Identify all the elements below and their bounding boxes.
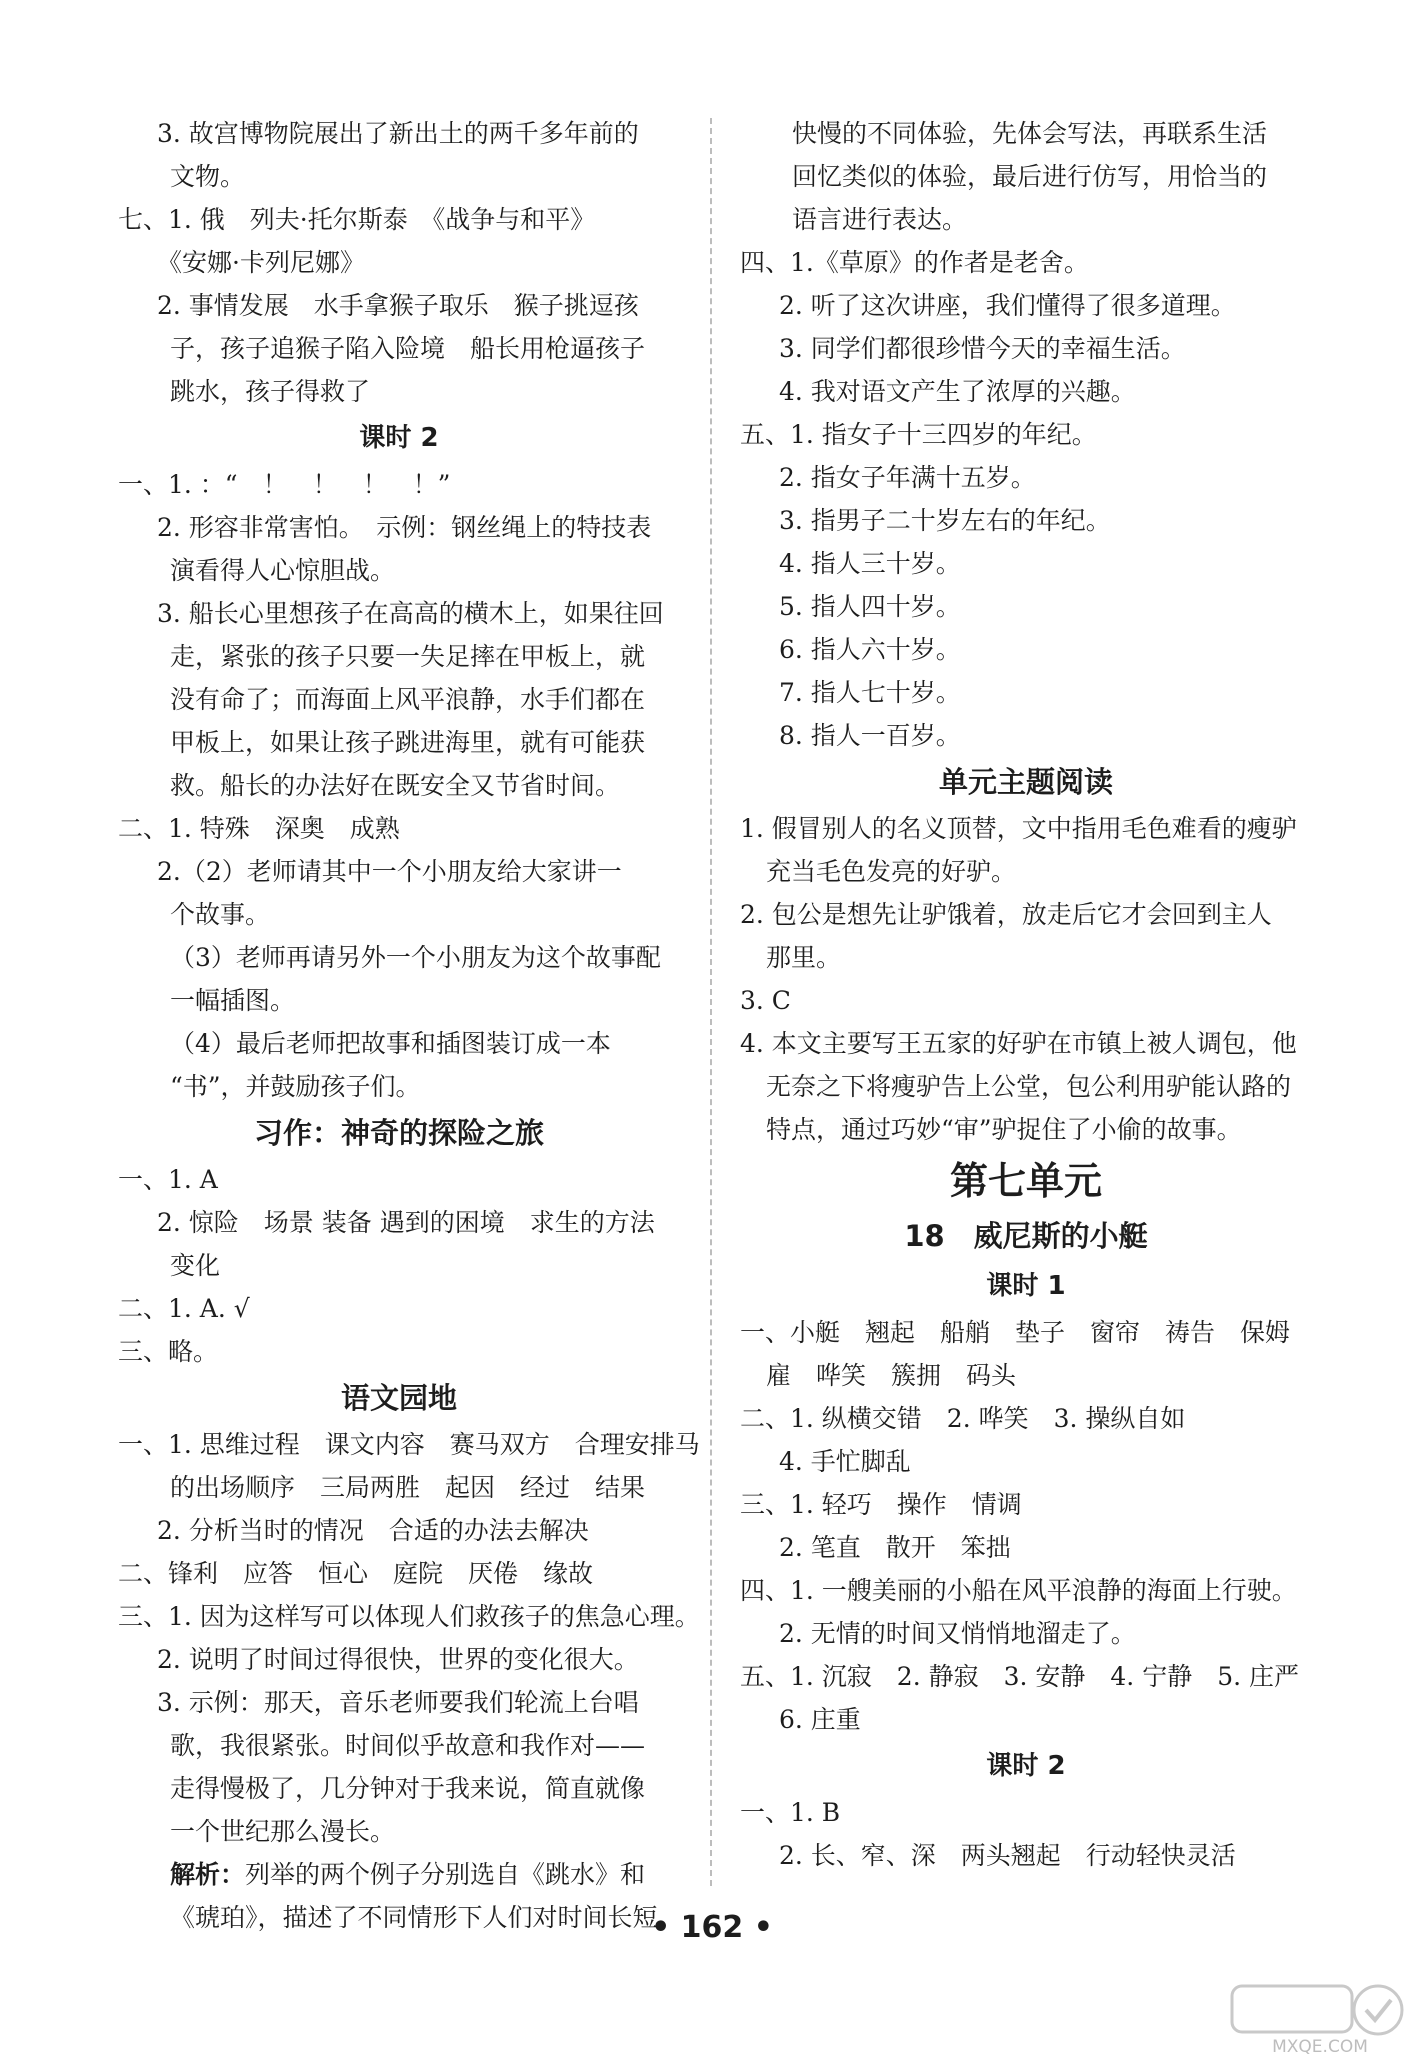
answer-line <box>118 284 680 327</box>
answer-text: 2. 分析当时的情况 合适的办法去解决 <box>157 1516 589 1545</box>
answer-line <box>118 1595 700 1638</box>
answer-text: 一幅插图。 <box>170 986 296 1015</box>
answer-line <box>740 1655 1312 1698</box>
answer-text: 3. C <box>740 986 791 1015</box>
answer-text: 2. 形容非常害怕。 示例：钢丝绳上的特技表 <box>157 513 652 542</box>
answer-line <box>118 1065 680 1108</box>
answer-line <box>118 979 680 1022</box>
answer-line <box>740 112 1312 155</box>
answer-text: 3. 示例：那天，音乐老师要我们轮流上台唱 <box>157 1688 639 1717</box>
answer-line <box>740 413 1312 456</box>
answer-line <box>740 1354 1312 1397</box>
answer-line <box>118 241 680 284</box>
answer-line <box>118 506 680 549</box>
answer-line <box>740 850 1312 893</box>
answer-text: 列举的两个例子分别选自《跳水》和 <box>245 1860 646 1889</box>
answer-text: 文物。 <box>170 162 246 191</box>
answer-text: 三、1. 轻巧 操作 情调 <box>740 1490 1022 1519</box>
answer-line <box>118 1681 680 1724</box>
answer-line <box>118 463 680 506</box>
answer-line <box>118 1022 680 1065</box>
answer-text: 二、锋利 应答 恒心 庭院 厌倦 缘故 <box>118 1559 594 1588</box>
answer-line <box>118 850 680 893</box>
answer-text: 走得慢极了，几分钟对于我来说，简直就像 <box>170 1774 646 1803</box>
answer-text: 6. 指人六十岁。 <box>779 635 961 664</box>
answer-text: 救。船长的办法好在既安全又节省时间。 <box>170 771 621 800</box>
answer-line <box>740 1569 1312 1612</box>
answer-line <box>118 635 680 678</box>
section-heading: 课时 2 <box>359 423 439 453</box>
answer-line <box>740 1526 1312 1569</box>
answer-line <box>740 1065 1312 1108</box>
answer-text: （3）老师再请另外一个小朋友为这个故事配 <box>170 943 661 972</box>
answer-text: 4. 我对语文产生了浓厚的兴趣。 <box>779 377 1136 406</box>
answer-line <box>740 1483 1312 1526</box>
svg-text:MXQE.COM: MXQE.COM <box>1272 2037 1368 2056</box>
answer-line <box>118 936 680 979</box>
answer-line <box>118 592 680 635</box>
answer-text: 1. 假冒别人的名义顶替，文中指用毛色难看的瘦驴 <box>740 814 1297 843</box>
answer-text: 变化 <box>170 1251 221 1280</box>
answer-line <box>740 1791 1312 1834</box>
answer-text: 语言进行表达。 <box>792 205 968 234</box>
answer-line <box>740 585 1312 628</box>
section-heading: 课时 2 <box>986 1751 1066 1781</box>
answer-line <box>118 1423 700 1466</box>
answer-line <box>118 327 680 370</box>
answer-text: 2.（2）老师请其中一个小朋友给大家讲一 <box>157 857 622 886</box>
answer-text: 7. 指人七十岁。 <box>779 678 961 707</box>
answer-line <box>118 1466 680 1509</box>
answer-text: 个故事。 <box>170 900 271 929</box>
answer-line <box>740 284 1312 327</box>
answer-text: 《琥珀》，描述了不同情形下人们对时间长短、 <box>170 1903 683 1932</box>
answer-text: 特点，通过巧妙“审”驴捉住了小偷的故事。 <box>766 1115 1242 1144</box>
answer-text: 三、略。 <box>118 1337 219 1366</box>
answer-line <box>740 893 1312 936</box>
answer-text: 二、1. 纵横交错 2. 哗笑 3. 操纵自如 <box>740 1404 1186 1433</box>
answer-text: 2. 惊险 场景 装备 遇到的困境 求生的方法 <box>157 1208 655 1237</box>
section-heading: 第七单元 <box>949 1159 1102 1203</box>
answer-text: 那里。 <box>766 943 842 972</box>
answer-line <box>118 893 680 936</box>
answer-text: 跳水，孩子得救了 <box>170 377 371 406</box>
answer-line <box>740 1834 1312 1877</box>
answer-line <box>118 764 680 807</box>
answer-line <box>740 1397 1312 1440</box>
answer-line <box>740 1311 1312 1354</box>
answer-text: 的出场顺序 三局两胜 起因 经过 结果 <box>170 1473 646 1502</box>
answer-line <box>740 807 1312 850</box>
answer-line <box>740 936 1312 979</box>
column-divider <box>710 118 712 1886</box>
answer-line <box>740 456 1312 499</box>
answer-text: 2. 无情的时间又悄悄地溜走了。 <box>779 1619 1136 1648</box>
answer-line <box>118 1724 680 1767</box>
answer-text: 2. 笔直 散开 笨拙 <box>779 1533 1011 1562</box>
answer-text: 一、1. B <box>740 1798 841 1827</box>
left-column <box>118 112 700 1939</box>
answer-line <box>118 198 680 241</box>
answer-text: 四、1.《草原》的作者是老舍。 <box>740 248 1089 277</box>
answer-text: 3. 故宫博物院展出了新出土的两千多年前的 <box>157 119 639 148</box>
answer-text: 3. 船长心里想孩子在高高的横木上，如果往回 <box>157 599 664 628</box>
answer-line <box>118 1767 680 1810</box>
answer-text: 回忆类似的体验，最后进行仿写，用恰当的 <box>792 162 1268 191</box>
answer-text: “书”，并鼓励孩子们。 <box>170 1072 421 1101</box>
answer-text: 4. 指人三十岁。 <box>779 549 961 578</box>
answer-text: 4. 本文主要写王五家的好驴在市镇上被人调包，他 <box>740 1029 1297 1058</box>
answer-text: 甲板上，如果让孩子跳进海里，就有可能获 <box>170 728 646 757</box>
answer-text: 一、小艇 翘起 船艄 垫子 窗帘 祷告 保姆 <box>740 1318 1291 1347</box>
answer-line <box>118 1638 680 1681</box>
section-heading: 语文园地 <box>340 1381 457 1415</box>
answer-text: 歌，我很紧张。时间似乎故意和我作对—— <box>170 1731 646 1760</box>
answer-line <box>740 1698 1312 1741</box>
answer-text: 8. 指人一百岁。 <box>779 721 961 750</box>
answer-text: 演看得人心惊胆战。 <box>170 556 396 585</box>
answer-text: 没有命了；而海面上风平浪静，水手们都在 <box>170 685 646 714</box>
answer-text: 无奈之下将瘦驴告上公堂，包公利用驴能认路的 <box>766 1072 1292 1101</box>
answer-text: 快慢的不同体验，先体会写法，再联系生活 <box>792 119 1268 148</box>
answer-line <box>740 542 1312 585</box>
answer-text: 四、1. 一艘美丽的小船在风平浪静的海面上行驶。 <box>740 1576 1297 1605</box>
section-heading: 单元主题阅读 <box>938 765 1113 799</box>
right-column <box>740 112 1312 1877</box>
answer-line <box>118 807 680 850</box>
answer-line <box>740 714 1312 757</box>
answer-line <box>118 1552 680 1595</box>
answer-line <box>740 671 1312 714</box>
answer-text: 一个世纪那么漫长。 <box>170 1817 396 1846</box>
answer-line <box>740 628 1312 671</box>
section-heading: 18 威尼斯的小艇 <box>904 1219 1148 1253</box>
answer-line <box>118 678 680 721</box>
answer-line <box>740 1612 1312 1655</box>
answer-text: 三、1. 因为这样写可以体现人们救孩子的焦急心理。 <box>118 1602 700 1631</box>
answer-line <box>118 1201 680 1244</box>
answer-line <box>740 1440 1312 1483</box>
answer-text: 雇 哗笑 簇拥 码头 <box>766 1361 1017 1390</box>
page-number: • 162 • <box>651 1910 773 1945</box>
answer-line <box>118 1287 680 1330</box>
answer-line <box>118 721 680 764</box>
answer-text: 一、1. A <box>118 1165 218 1194</box>
answer-line <box>118 1810 680 1853</box>
answer-line <box>118 1158 680 1201</box>
answer-text: 七、1. 俄 列夫·托尔斯泰 《战争与和平》 <box>118 205 596 234</box>
answer-line <box>118 1853 680 1896</box>
section-heading: 课时 1 <box>986 1271 1066 1301</box>
watermark-logo <box>1230 1980 1410 2056</box>
answer-line <box>740 198 1312 241</box>
answer-text: 一、1. ：“ ！ ！ ！ ！” <box>118 470 451 499</box>
answer-line <box>118 1330 680 1373</box>
answer-text: 5. 指人四十岁。 <box>779 592 961 621</box>
answer-text: 3. 同学们都很珍惜今天的幸福生活。 <box>779 334 1186 363</box>
answer-text: （4）最后老师把故事和插图装订成一本 <box>170 1029 611 1058</box>
answer-line <box>740 1108 1312 1151</box>
answer-line <box>118 370 680 413</box>
answer-line <box>740 241 1312 284</box>
answer-line <box>118 155 680 198</box>
answer-text: 充当毛色发亮的好驴。 <box>766 857 1017 886</box>
answer-line <box>740 499 1312 542</box>
analysis-label: 解析： <box>170 1860 246 1889</box>
answer-text: 2. 长、窄、深 两头翘起 行动轻快灵活 <box>779 1841 1236 1870</box>
answer-line <box>740 1022 1312 1065</box>
section-heading: 习作：神奇的探险之旅 <box>253 1116 544 1150</box>
answer-text: 一、1. 思维过程 课文内容 赛马双方 合理安排马 <box>118 1430 700 1459</box>
answer-text: 五、1. 指女子十三四岁的年纪。 <box>740 420 1097 449</box>
answer-text: 五、1. 沉寂 2. 静寂 3. 安静 4. 宁静 5. 庄严 <box>740 1662 1299 1691</box>
answer-line <box>740 327 1312 370</box>
answer-text: 3. 指男子二十岁左右的年纪。 <box>779 506 1111 535</box>
answer-text: 2. 听了这次讲座，我们懂得了很多道理。 <box>779 291 1236 320</box>
answer-text: 二、1. 特殊 深奥 成熟 <box>118 814 400 843</box>
answer-text: 《安娜·卡列尼娜》 <box>157 248 365 277</box>
answer-text: 6. 庄重 <box>779 1705 861 1734</box>
answer-text: 走，紧张的孩子只要一失足摔在甲板上，就 <box>170 642 646 671</box>
answer-text: 4. 手忙脚乱 <box>779 1447 911 1476</box>
answer-text: 2. 说明了时间过得很快，世界的变化很大。 <box>157 1645 639 1674</box>
answer-line <box>740 155 1312 198</box>
answer-line <box>740 979 1312 1022</box>
answer-text: 2. 包公是想先让驴饿着，放走后它才会回到主人 <box>740 900 1272 929</box>
answer-text: 2. 指女子年满十五岁。 <box>779 463 1036 492</box>
answer-text: 子，孩子追猴子陷入险境 船长用枪逼孩子 <box>170 334 646 363</box>
answer-line <box>118 112 680 155</box>
answer-line <box>740 370 1312 413</box>
answer-line <box>118 549 680 592</box>
answer-line <box>118 1509 680 1552</box>
answer-text: 二、1. A. √ <box>118 1294 250 1323</box>
answer-text: 2. 事情发展 水手拿猴子取乐 猴子挑逗孩 <box>157 291 639 320</box>
answer-line <box>118 1244 680 1287</box>
